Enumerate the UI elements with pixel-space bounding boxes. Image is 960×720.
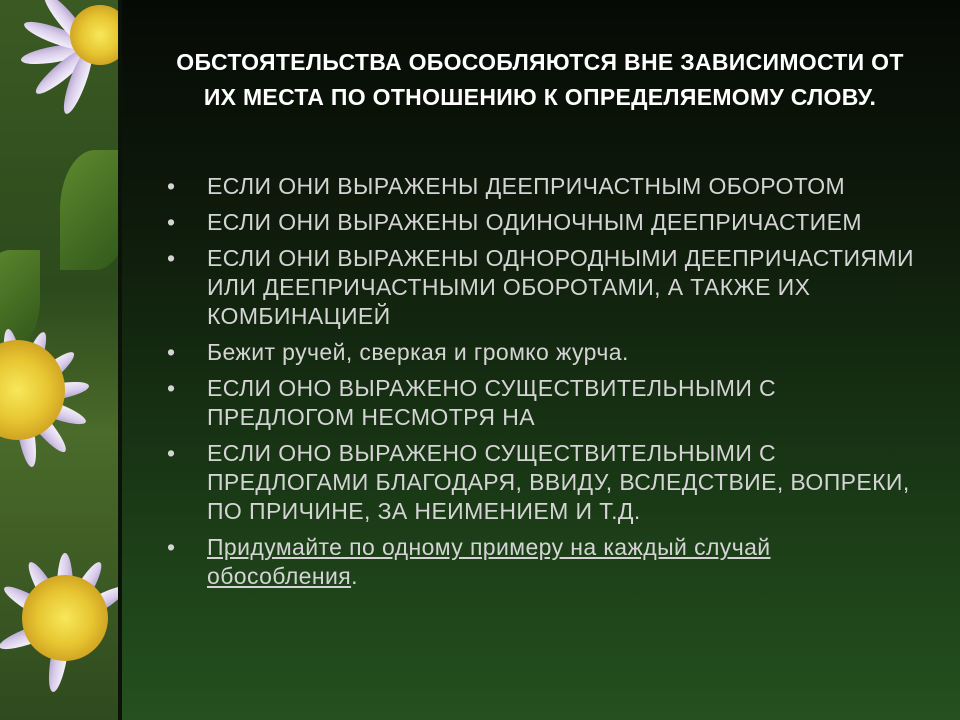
list-item — [165, 374, 925, 432]
leaf-shape — [60, 150, 118, 270]
bullet-text: ЕСЛИ ОНИ ВЫРАЖЕНЫ ОДНОРОДНЫМИ ДЕЕПРИЧАСТИЯМИ ИЛИ ДЕЕПРИЧАСТНЫМИ ОБОРОТАМИ, А ТАКЖЕ ИХ КОМБИНАЦИЕЙ — [207, 245, 914, 329]
flower-center — [22, 575, 108, 661]
bullet-text: ЕСЛИ ОНО ВЫРАЖЕНО СУЩЕСТВИТЕЛЬНЫМИ С ПРЕДЛОГОМ НЕСМОТРЯ НА — [207, 375, 777, 430]
bullet-dot: • — [167, 534, 176, 560]
bullet-text: ЕСЛИ ОНИ ВЫРАЖЕНЫ ОДИНОЧНЫМ ДЕЕПРИЧАСТИЕМ — [207, 209, 862, 235]
list-item — [165, 439, 925, 526]
list-item — [165, 533, 925, 591]
slide-title: ОБСТОЯТЕЛЬСТВА ОБОСОБЛЯЮТСЯ ВНЕ ЗАВИСИМОСТИ ОТ ИХ МЕСТА ПО ОТНОШЕНИЮ К ОПРЕДЕЛЯЕМОМУ СЛОВУ. — [176, 49, 904, 110]
flower-center — [0, 340, 65, 440]
bullet-dot: • — [167, 245, 176, 271]
example-sentence: Бежит ручей, сверкая и громко журча. — [207, 339, 629, 365]
list-item — [165, 172, 925, 201]
daisy-flowers-photo — [0, 0, 118, 720]
list-item — [165, 338, 925, 367]
bullet-dot: • — [167, 339, 176, 365]
bullet-dot: • — [167, 440, 176, 466]
bullet-dot: • — [167, 375, 176, 401]
bullet-list — [165, 172, 925, 598]
bullet-dot: • — [167, 173, 176, 199]
bullet-text: ЕСЛИ ОНО ВЫРАЖЕНО СУЩЕСТВИТЕЛЬНЫМИ С ПРЕДЛОГАМИ БЛАГОДАРЯ, ВВИДУ, ВСЛЕДСТВИЕ, ВОПРЕКИ, ПО ПРИЧИНЕ, ЗА НЕИМЕНИЕМ И Т.Д. — [207, 440, 910, 524]
bullet-dot: • — [167, 209, 176, 235]
list-item — [165, 208, 925, 237]
list-item — [165, 244, 925, 331]
photo-divider — [118, 0, 122, 720]
task-suffix: . — [351, 563, 358, 589]
bullet-text: ЕСЛИ ОНИ ВЫРАЖЕНЫ ДЕЕПРИЧАСТНЫМ ОБОРОТОМ — [207, 173, 846, 199]
task-link[interactable]: Придумайте по одному примеру на каждый случай обособления — [207, 534, 771, 589]
